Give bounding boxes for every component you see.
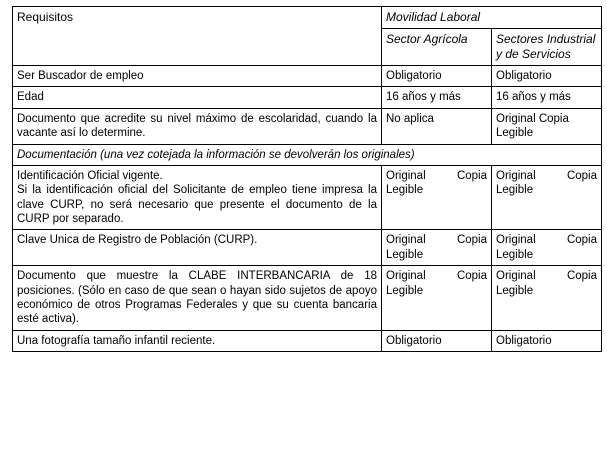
- cell-requisito-text: Identificación Oficial vigente.: [17, 169, 163, 182]
- cell-industrial: [492, 230, 602, 266]
- table-row: [13, 87, 602, 108]
- table-row: [13, 108, 602, 144]
- cell-industrial-text: Original Copia Legible: [496, 234, 597, 261]
- header-movilidad-laboral: Movilidad Laboral: [382, 7, 602, 29]
- table-row: [13, 330, 602, 351]
- requirements-table: [12, 6, 602, 352]
- cell-requisito: [13, 108, 382, 144]
- cell-agricola: [382, 87, 492, 108]
- cell-industrial: Obligatorio: [492, 66, 602, 87]
- table-header-row-1: [13, 7, 602, 29]
- cell-requisito: Una fotografía tamaño infantil reciente.: [13, 330, 382, 351]
- cell-agricola: Obligatorio: [382, 330, 492, 351]
- cell-requisito: Clave Unica de Registro de Población (CURP).: [13, 230, 382, 266]
- cell-requisito: [13, 266, 382, 331]
- section-title-text: Documentación (una vez cotejada la información se devolverán los originales): [17, 148, 415, 161]
- cell-agricola-text: Original Copia Legible: [386, 169, 487, 197]
- cell-requisito: Edad: [13, 87, 382, 108]
- cell-agricola-text: Original Copia Legible: [386, 234, 487, 261]
- table-row: [13, 230, 602, 266]
- header-sector-agricola: Sector Agrícola: [382, 29, 492, 66]
- header-requisitos: Requisitos: [13, 7, 382, 66]
- header-sectores-industrial: Sectores Industrial y de Servicios: [492, 29, 602, 66]
- cell-agricola: [382, 266, 492, 331]
- cell-agricola-text: 16 años y más: [386, 91, 461, 104]
- cell-requisito: [13, 165, 382, 230]
- table-row: [13, 266, 602, 331]
- cell-agricola: [382, 230, 492, 266]
- section-title-documentacion: [13, 144, 602, 165]
- cell-industrial-text: 16 años y más: [496, 91, 571, 104]
- cell-agricola: Obligatorio: [382, 66, 492, 87]
- cell-agricola: [382, 165, 492, 230]
- table-section-row: [13, 144, 602, 165]
- cell-industrial: Obligatorio: [492, 330, 602, 351]
- cell-industrial: [492, 165, 602, 230]
- cell-industrial: Original Copia Legible: [492, 108, 602, 144]
- cell-requisito: Ser Buscador de empleo: [13, 66, 382, 87]
- table-row: [13, 66, 602, 87]
- cell-industrial: [492, 87, 602, 108]
- cell-industrial: [492, 266, 602, 331]
- cell-requisito-extra-text: Si la identificación oficial del Solicitante de empleo tiene impresa la clave CURP, no será necesario que presente el documento de la CURP por separado.: [17, 184, 377, 225]
- cell-agricola: No aplica: [382, 108, 492, 144]
- cell-industrial-text: Original Copia Legible: [496, 270, 597, 297]
- cell-industrial-text: Original Copia Legible: [496, 169, 597, 197]
- cell-requisito-text: Documento que muestre la CLABE INTERBANCARIA de 18 posiciones. (Sólo en caso de que sean o hayan sido sujetos de apoyo económico de otros Programas Federales y que su cuenta bancaria esté activa).: [17, 270, 377, 326]
- cell-requisito-text: Documento que acredite su nivel máximo de escolaridad, cuando la vacante así lo determine.: [17, 112, 377, 140]
- cell-agricola-text: Original Copia Legible: [386, 270, 487, 297]
- table-row: [13, 165, 602, 230]
